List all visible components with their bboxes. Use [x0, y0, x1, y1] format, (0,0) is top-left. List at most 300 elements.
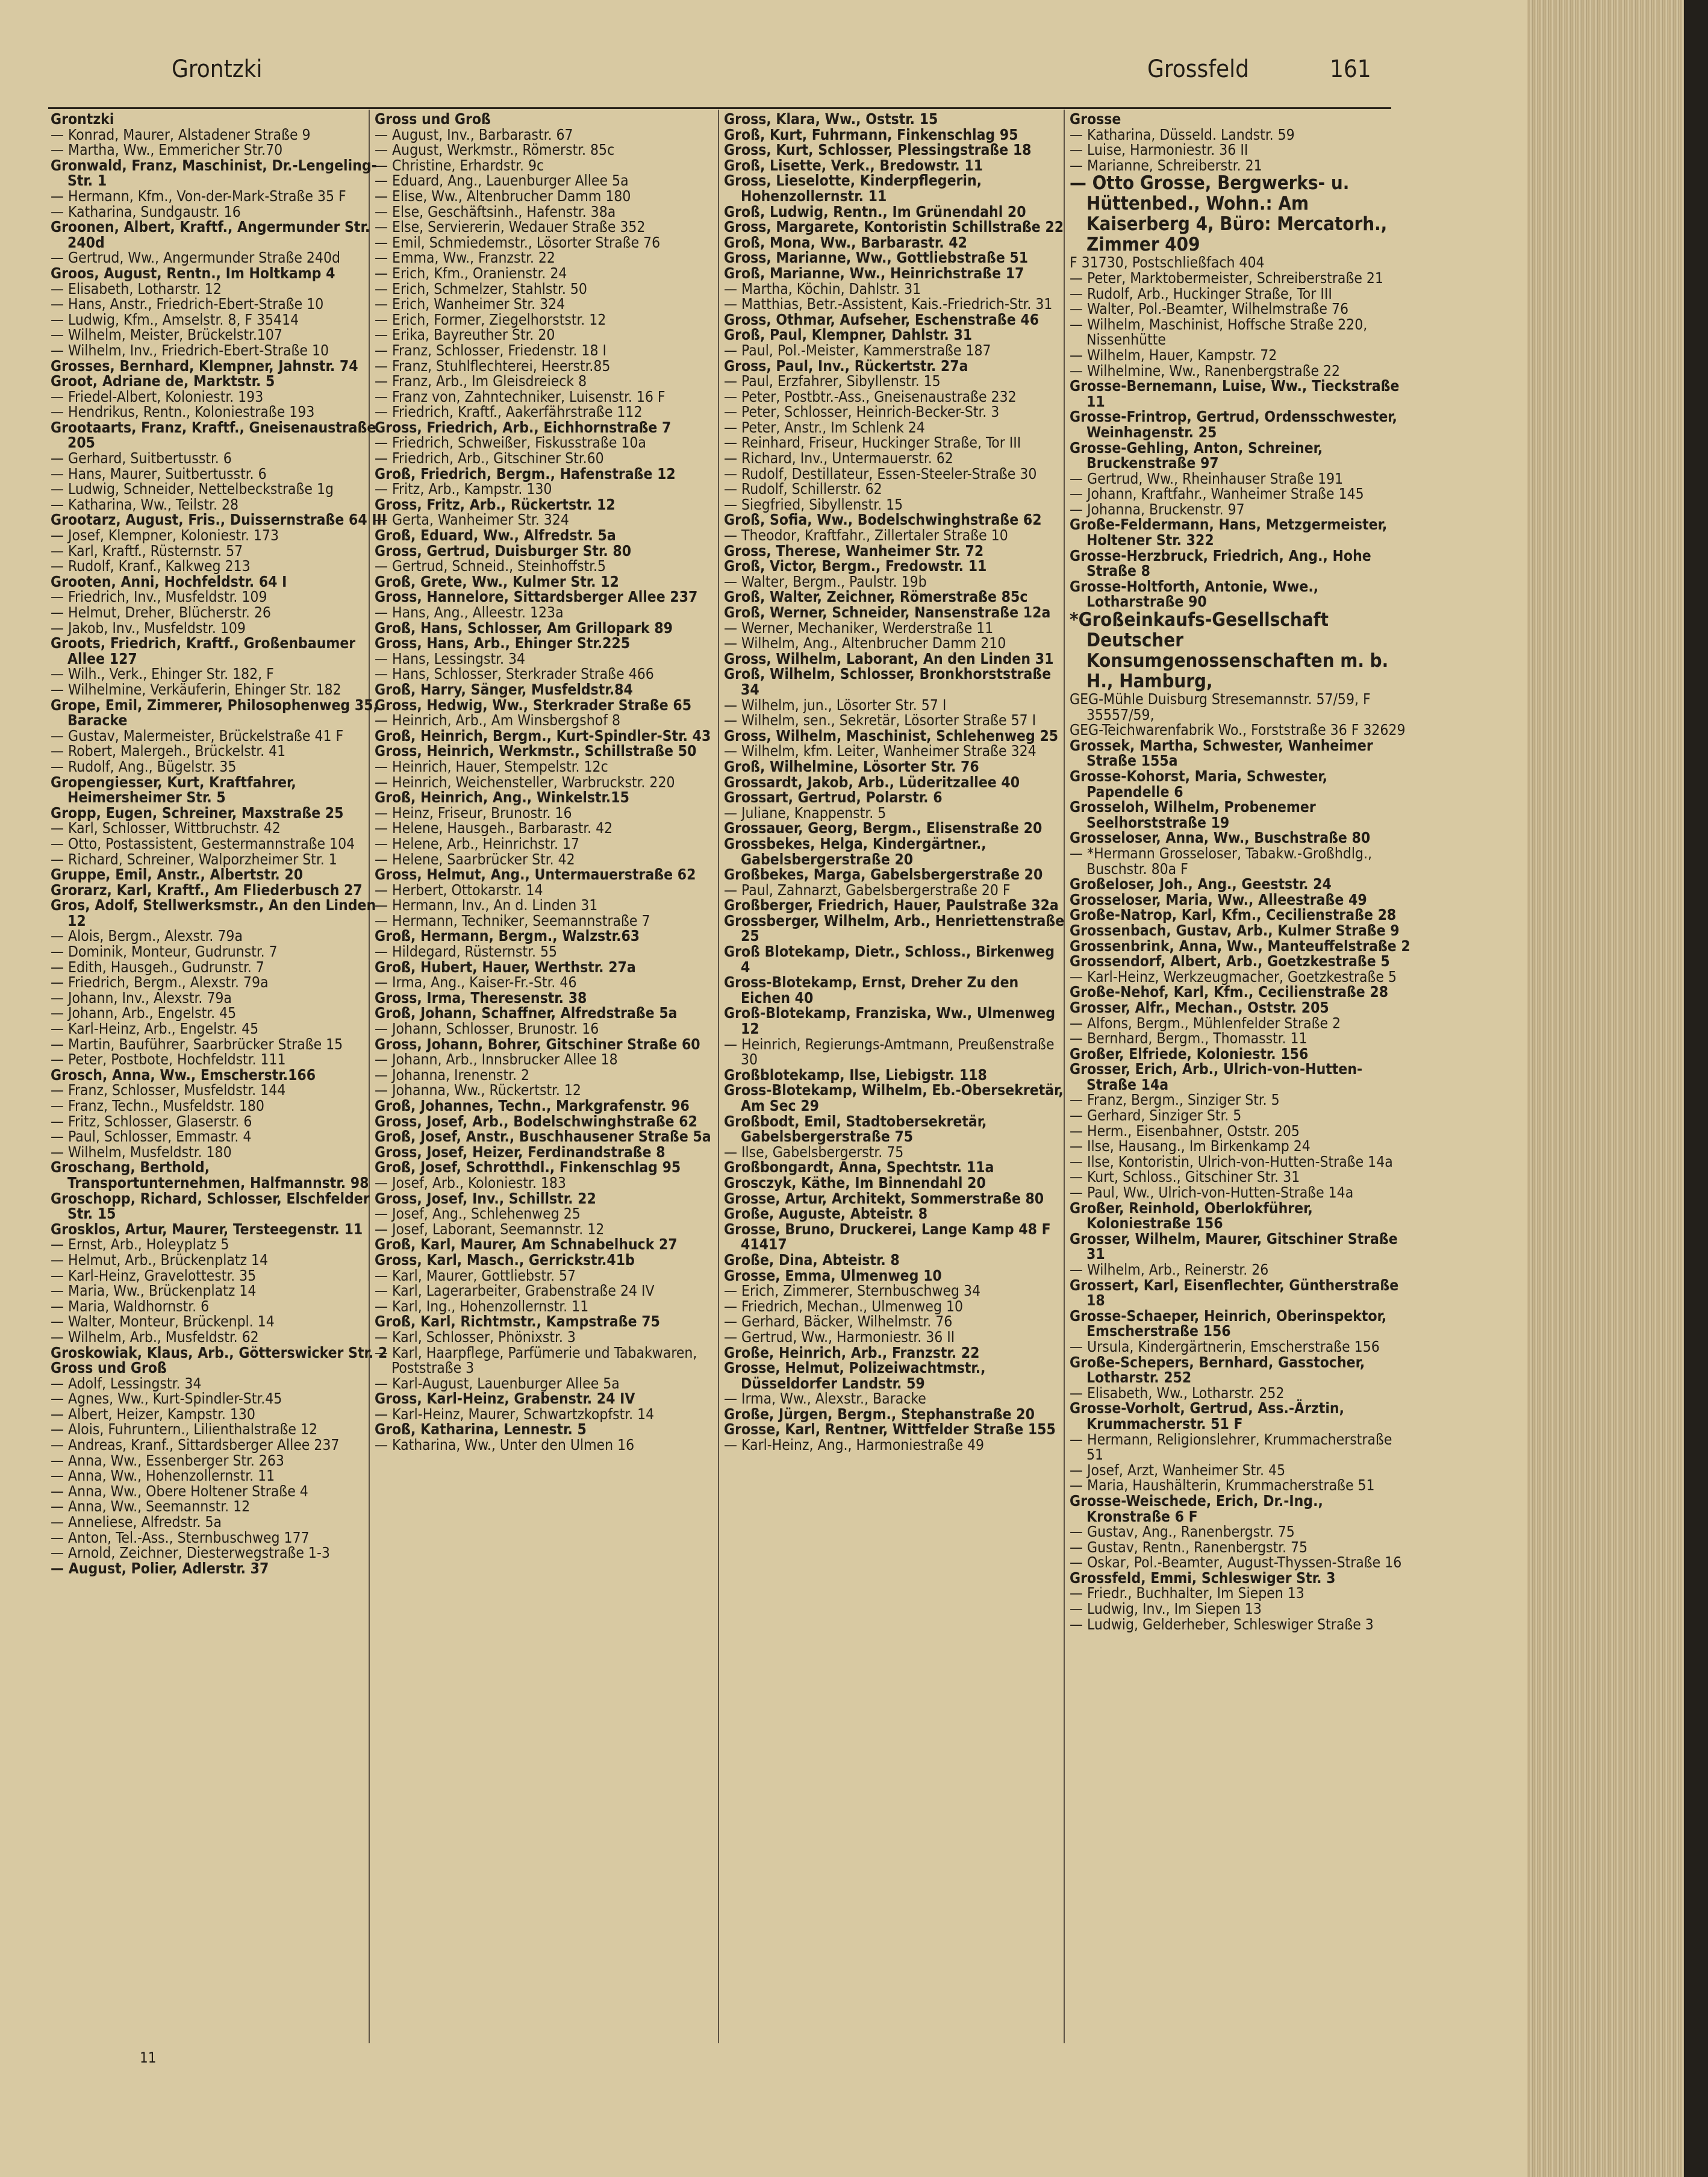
directory-entry: — Elisabeth, Ww., Lotharstr. 252 [1070, 1384, 1285, 1402]
directory-entry: Gross, Marianne, Ww., Gottliebstraße 51 [724, 249, 1029, 267]
book-cover-edge [1684, 0, 1708, 2177]
directory-entry: — Franz, Schlosser, Musfeldstr. 144 [51, 1081, 286, 1099]
directory-entry: Groß, Werner, Schneider, Nansenstraße 12a [724, 604, 1051, 621]
directory-entry: — Johann, Inv., Alexstr. 79a [51, 989, 232, 1007]
directory-entry: — Martha, Ww., Emmericher Str.70 [51, 141, 283, 159]
directory-entry: — Anna, Ww., Obere Holtener Straße 4 [51, 1482, 308, 1500]
directory-entry: — Maria, Haushälterin, Krummacherstraße 51 [1070, 1476, 1375, 1495]
directory-entry: Grosse, Helmut, Polizeiwachtmstr., Düsseldorfer Landstr. 59 [724, 1359, 986, 1392]
directory-entry: — Franz, Techn., Musfeldstr. 180 [51, 1097, 264, 1114]
directory-entry: — Irma, Ang., Kaiser-Fr.-Str. 46 [375, 973, 577, 992]
directory-entry: — Paul, Zahnarzt, Gabelsbergerstraße 20 F [724, 881, 1011, 899]
directory-entry: — Werner, Mechaniker, Werderstraße 11 [724, 619, 994, 637]
directory-entry: — Ludwig, Inv., Im Siepen 13 [1070, 1600, 1262, 1618]
directory-entry: — Gertrud, Ww., Rheinhauser Straße 191 [1070, 469, 1344, 487]
directory-entry: Grosse-Holtforth, Antonie, Wwe., Lotharstraße 90 [1070, 577, 1319, 611]
directory-entry: — Karl-Heinz, Maurer, Schwartzkopfstr. 14 [375, 1405, 655, 1423]
directory-entry: Groß, Heinrich, Ang., Winkelstr.15 [375, 789, 629, 807]
directory-entry: — Gustav, Rentn., Ranenbergstr. 75 [1070, 1538, 1308, 1556]
directory-entry: — Wilhelm, kfm. Leiter, Wanheimer Straße 324 [724, 742, 1036, 760]
directory-entry: — Wilhelm, Hauer, Kampstr. 72 [1070, 346, 1277, 364]
signature-mark: 11 [140, 2049, 157, 2066]
directory-entry: Gross, Lieselotte, Kinderpflegerin, Hohenzollernstr. 11 [724, 172, 982, 205]
directory-entry: Gross, Therese, Wanheimer Str. 72 [724, 542, 984, 560]
directory-entry: Groß, Harry, Sänger, Musfeldstr.84 [375, 680, 633, 698]
directory-entry: — Paul, Ww., Ulrich-von-Hutten-Straße 14a [1070, 1184, 1354, 1202]
directory-entry: — Gerhard, Suitbertusstr. 6 [51, 449, 232, 467]
directory-entry: — Heinz, Friseur, Brunostr. 16 [375, 804, 572, 822]
directory-entry: Groots, Friedrich, Kraftf., Großenbaumer Allee 127 [51, 634, 356, 667]
directory-entry: — Erika, Bayreuther Str. 20 [375, 326, 555, 344]
directory-entry: Grootaarts, Franz, Kraftf., Gneisenaustraße 205 [51, 418, 376, 452]
directory-entry: Grosse-Weischede, Erich, Dr.-Ing., Kronstraße 6 F [1070, 1491, 1323, 1525]
directory-entry: Gross, Wilhelm, Laborant, An den Linden 31 [724, 649, 1054, 667]
directory-entry: — Friedrich, Mechan., Ulmenweg 10 [724, 1297, 964, 1315]
directory-entry: Groß, Wilhelmine, Lösorter Str. 76 [724, 757, 979, 775]
directory-entry: GEG-Mühle Duisburg Stresemannstr. 57/59, F 35557/59, [1070, 690, 1371, 723]
directory-entry: Grosse, Karl, Rentner, Wittfelder Straße 155 [724, 1420, 1056, 1438]
directory-entry: Groß, Katharina, Lennestr. 5 [375, 1420, 587, 1438]
directory-entry: — Hans, Maurer, Suitbertusstr. 6 [51, 464, 267, 483]
directory-entry: Gruppe, Emil, Anstr., Albertstr. 20 [51, 866, 304, 884]
directory-entry: Gross, Josef, Heizer, Ferdinandstraße 8 [375, 1143, 665, 1161]
directory-entry: Groß, Hermann, Bergm., Walzstr.63 [375, 927, 640, 945]
directory-entry: — Ilse, Gabelsbergerstr. 75 [724, 1143, 904, 1161]
directory-entry: Grosser, Alfr., Mechan., Oststr. 205 [1070, 998, 1329, 1016]
directory-entry: Gross, Johann, Bohrer, Gitschiner Straße 60 [375, 1035, 700, 1053]
directory-entry: — Wilhelmine, Verkäuferin, Ehinger Str. 182 [51, 680, 341, 698]
directory-entry: Grosse, Artur, Architekt, Sommerstraße 80 [724, 1189, 1044, 1207]
directory-entry: Grooten, Anni, Hochfeldstr. 64 I [51, 572, 287, 590]
directory-entry: Grossart, Gertrud, Polarstr. 6 [724, 789, 943, 807]
column-4 [1070, 111, 1410, 2051]
directory-entry: Grosseloser, Anna, Ww., Buschstraße 80 [1070, 829, 1371, 847]
directory-entry: *Großeinkaufs-Gesellschaft Deutscher Konsumgenossenschaften m. b. H., Hamburg, [1070, 609, 1389, 693]
directory-entry: Gross und Groß [375, 111, 491, 128]
directory-entry: Grosczyk, Käthe, Im Binnendahl 20 [724, 1173, 986, 1192]
directory-entry: — Walter, Monteur, Brückenpl. 14 [51, 1313, 275, 1331]
directory-entry: Groschang, Berthold, Transportunternehmen, Halfmannstr. 98 [51, 1158, 369, 1192]
directory-entry: Groß, Walter, Zeichner, Römerstraße 85c [724, 588, 1028, 606]
header-rule [48, 107, 1391, 109]
directory-entry: — Christine, Erhardstr. 9c [375, 156, 544, 174]
directory-entry: — Karl, Ing., Hohenzollernstr. 11 [375, 1297, 589, 1315]
directory-entry: — Franz, Schlosser, Friedenstr. 18 I [375, 341, 606, 359]
directory-entry: Grosser, Erich, Arb., Ulrich-von-Hutten-Straße 14a [1070, 1060, 1363, 1093]
column-3 [724, 111, 1065, 2051]
directory-entry: Gross, Fritz, Arb., Rückertstr. 12 [375, 495, 616, 513]
directory-entry: — Fritz, Schlosser, Glaserstr. 6 [51, 1112, 252, 1130]
directory-entry: — Kurt, Schloss., Gitschiner Str. 31 [1070, 1168, 1300, 1186]
directory-entry: — Emma, Ww., Franzstr. 22 [375, 249, 555, 267]
directory-entry: — Maria, Ww., Brückenplatz 14 [51, 1282, 257, 1300]
directory-entry: Grossbekes, Helga, Kindergärtner., Gabelsbergerstraße 20 [724, 834, 986, 868]
directory-entry: GEG-Teichwarenfabrik Wo., Forststraße 36 F 32629 [1070, 721, 1406, 739]
directory-entry: — Adolf, Lessingstr. 34 [51, 1374, 202, 1392]
directory-entry: Grossauer, Georg, Bergm., Elisenstraße 20 [724, 819, 1043, 837]
directory-entry: — Katharina, Ww., Teilstr. 28 [51, 495, 238, 513]
directory-entry: Groß, Hans, Schlosser, Am Grillopark 89 [375, 619, 673, 637]
directory-entry: — Peter, Schlosser, Heinrich-Becker-Str. 3 [724, 403, 1000, 421]
directory-entry: Großblotekamp, Ilse, Liebigstr. 118 [724, 1066, 987, 1084]
running-head-left: Grontzki [172, 55, 263, 83]
directory-entry: Großbodt, Emil, Stadtobersekretär, Gabelsbergerstraße 75 [724, 1112, 987, 1146]
directory-entry: — Ludwig, Kfm., Amselstr. 8, F 35414 [51, 310, 299, 328]
directory-entry: — Josef, Ang., Schlehenweg 25 [375, 1205, 581, 1223]
directory-entry: — Wilhelmine, Ww., Ranenbergstraße 22 [1070, 361, 1341, 379]
directory-entry: Großberger, Friedrich, Hauer, Paulstraße 32a [724, 896, 1059, 914]
directory-entry: Großer, Reinhold, Oberlokführer, Koloniestraße 156 [1070, 1199, 1313, 1232]
directory-entry: Gross, Wilhelm, Maschinist, Schlehenweg 25 [724, 726, 1059, 745]
directory-entry: — Hermann, Kfm., Von-der-Mark-Straße 35 F [51, 187, 346, 205]
directory-entry: — Edith, Hausgeh., Gudrunstr. 7 [51, 958, 264, 976]
directory-entry: Gross, Hannelore, Sittardsberger Allee 237 [375, 588, 698, 606]
directory-entry: — Gerhard, Sinziger Str. 5 [1070, 1107, 1242, 1125]
directory-entry: — Alfons, Bergm., Mühlenfelder Straße 2 [1070, 1014, 1341, 1032]
directory-entry: Groß Blotekamp, Dietr., Schloss., Birkenweg 4 [724, 943, 1055, 976]
directory-entry: — Albert, Heizer, Kampstr. 130 [51, 1405, 255, 1423]
directory-entry: Groß, Victor, Bergm., Fredowstr. 11 [724, 557, 987, 575]
directory-entry: Grosseloser, Maria, Ww., Alleestraße 49 [1070, 890, 1367, 908]
directory-entry: — Ilse, Kontoristin, Ulrich-von-Hutten-Straße 14a [1070, 1152, 1393, 1170]
directory-entry: — Walter, Pol.-Beamter, Wilhelmstraße 76 [1070, 300, 1349, 318]
directory-entry: — Franz, Bergm., Sinziger Str. 5 [1070, 1091, 1280, 1109]
directory-entry: Grosse [1070, 111, 1121, 128]
directory-entry: — Maria, Waldhornstr. 6 [51, 1297, 210, 1315]
directory-entry: Gross, Helmut, Ang., Untermauerstraße 62 [375, 866, 696, 884]
directory-entry: — Alois, Fuhruntern., Lilienthalstraße 12 [51, 1420, 318, 1438]
directory-entry: — Gerhard, Bäcker, Wilhelmstr. 76 [724, 1313, 953, 1331]
directory-entry: Grosse-Gehling, Anton, Schreiner, Bruckenstraße 97 [1070, 439, 1323, 472]
directory-entry: Groß, Eduard, Ww., Alfredstr. 5a [375, 526, 616, 545]
directory-entry: — Friedr., Buchhalter, Im Siepen 13 [1070, 1584, 1304, 1602]
directory-entry: Groskowiak, Klaus, Arb., Götterswicker Str. 2 [51, 1343, 388, 1361]
directory-entry: Grootarz, August, Fris., Duissernstraße 64 III [51, 511, 387, 529]
directory-entry: Grope, Emil, Zimmerer, Philosophenweg 35, Baracke [51, 696, 378, 729]
directory-entry: — Heinrich, Regierungs-Amtmann, Preußenstraße 30 [724, 1035, 1055, 1069]
running-head-right: Grossfeld [1147, 55, 1249, 83]
directory-entry: Groß-Blotekamp, Franziska, Ww., Ulmenweg 12 [724, 1004, 1056, 1038]
directory-entry: — Ludwig, Gelderheber, Schleswiger Straße 3 [1070, 1615, 1374, 1633]
directory-entry: — Friedrich, Bergm., Alexstr. 79a [51, 973, 269, 992]
directory-entry: — Martin, Bauführer, Saarbrücker Straße 15 [51, 1035, 343, 1053]
directory-entry: Groß, Mona, Ww., Barbarastr. 42 [724, 233, 967, 251]
directory-entry: Groß, Johannes, Techn., Markgrafenstr. 96 [375, 1097, 690, 1114]
directory-entry: — Else, Geschäftsinh., Hafenstr. 38a [375, 202, 616, 220]
directory-entry: — Wilhelm, Arb., Reinerstr. 26 [1070, 1261, 1269, 1278]
directory-entry: — Oskar, Pol.-Beamter, August-Thyssen-Straße 16 [1070, 1554, 1402, 1572]
directory-entry: — Walter, Bergm., Paulstr. 19b [724, 572, 927, 590]
directory-entry: — Franz, Arb., Im Gleisdreieck 8 [375, 372, 587, 390]
directory-entry: Grorarz, Karl, Kraftf., Am Fliederbusch 27 [51, 881, 363, 899]
directory-entry: — Helene, Hausgeh., Barbarastr. 42 [375, 819, 613, 837]
directory-entry: Groonen, Albert, Kraftf., Angermunder Str. 240d [51, 218, 370, 251]
directory-entry: — Hermann, Inv., An d. Linden 31 [375, 896, 598, 914]
directory-entry: — Erich, Former, Ziegelhorststr. 12 [375, 310, 606, 328]
directory-entry: — Katharina, Sundgaustr. 16 [51, 202, 241, 220]
directory-entry: — Anna, Ww., Seemannstr. 12 [51, 1498, 251, 1516]
directory-entry: — Anneliese, Alfredstr. 5a [51, 1513, 222, 1531]
directory-entry: Gropp, Eugen, Schreiner, Maxstraße 25 [51, 804, 344, 822]
directory-entry: Grossenbach, Gustav, Arb., Kulmer Straße 9 [1070, 921, 1400, 939]
directory-entry: — Friedrich, Schweißer, Fiskusstraße 10a [375, 434, 646, 452]
directory-entry: — Ursula, Kindergärtnerin, Emscherstraße 156 [1070, 1337, 1380, 1355]
directory-entry: — Heinrich, Arb., Am Winsbergshof 8 [375, 711, 620, 729]
directory-entry: — Helene, Saarbrücker Str. 42 [375, 850, 575, 868]
directory-entry: Grosch, Anna, Ww., Emscherstr.166 [51, 1066, 316, 1084]
directory-entry: Grossenbrink, Anna, Ww., Manteuffelstraße 2 [1070, 937, 1410, 955]
directory-entry: Groß, Josef, Anstr., Buschhausener Straße 5a [375, 1128, 711, 1146]
directory-entry: — Helmut, Arb., Brückenplatz 14 [51, 1251, 269, 1269]
directory-entry: — Irma, Ww., Alexstr., Baracke [724, 1390, 926, 1408]
directory-entry: — Gertrud, Ww., Harmoniestr. 36 II [724, 1328, 955, 1346]
directory-entry: — Rudolf, Arb., Huckinger Straße, Tor III [1070, 284, 1332, 302]
directory-entry: — Herbert, Ottokarstr. 14 [375, 881, 543, 899]
directory-entry: — Wilhelm, Musfeldstr. 180 [51, 1143, 232, 1161]
column-2 [375, 111, 715, 2051]
directory-entry: — Karl, Schlosser, Wittbruchstr. 42 [51, 819, 281, 837]
directory-entry: — Martha, Köchin, Dahlstr. 31 [724, 280, 921, 298]
directory-entry: — Rudolf, Ang., Bügelstr. 35 [51, 757, 237, 775]
directory-entry: — Else, Serviererin, Wedauer Straße 352 [375, 218, 646, 236]
directory-entry: — Erich, Schmelzer, Stahlstr. 50 [375, 280, 587, 298]
directory-entry: — Jakob, Inv., Musfeldstr. 109 [51, 619, 246, 637]
directory-entry: — Wilhelm, Maschinist, Hoffsche Straße 220, Nissenhütte [1070, 315, 1368, 349]
directory-entry: — Katharina, Ww., Unter den Ulmen 16 [375, 1436, 635, 1454]
directory-entry: — Johanna, Irenenstr. 2 [375, 1066, 529, 1084]
directory-entry: Gross, Karl, Masch., Gerrickstr.41b [375, 1251, 635, 1269]
directory-entry: Große, Heinrich, Arb., Franzstr. 22 [724, 1343, 980, 1361]
directory-entry: — Hendrikus, Rentn., Koloniestraße 193 [51, 403, 315, 421]
directory-entry: Gross, Klara, Ww., Oststr. 15 [724, 111, 938, 128]
directory-entry: — Matthias, Betr.-Assistent, Kais.-Friedrich-Str. 31 [724, 295, 1053, 313]
directory-entry: Gross-Blotekamp, Wilhelm, Eb.-Obersekretär, Am Sec 29 [724, 1081, 1064, 1114]
column-divider [718, 110, 719, 2043]
directory-entry: — Siegfried, Sibyllenstr. 15 [724, 495, 903, 513]
directory-entry: — Richard, Inv., Untermauerstr. 62 [724, 449, 953, 467]
directory-entry: Große, Jürgen, Bergm., Stephanstraße 20 [724, 1405, 1035, 1423]
directory-entry: Grossberger, Wilhelm, Arb., Henriettenstraße 25 [724, 911, 1065, 945]
directory-entry: — Josef, Arb., Koloniestr. 183 [375, 1173, 566, 1192]
directory-entry: — Hans, Lessingstr. 34 [375, 649, 526, 667]
directory-entry: — Hans, Schlosser, Sterkrader Straße 466 [375, 665, 654, 683]
directory-entry: Groß, Kurt, Fuhrmann, Finkenschlag 95 [724, 125, 1018, 143]
directory-entry: Groß, Wilhelm, Schlosser, Bronkhorststraße 34 [724, 665, 1052, 698]
directory-entry: — Karl-August, Lauenburger Allee 5a [375, 1374, 620, 1392]
directory-entry: — Ludwig, Schneider, Nettelbeckstraße 1g [51, 480, 334, 498]
directory-entry: — Agnes, Ww., Kurt-Spindler-Str.45 [51, 1390, 282, 1408]
directory-entry: Grosse-Schaeper, Heinrich, Oberinspektor, Emscherstraße 156 [1070, 1307, 1387, 1340]
directory-entry: — Ilse, Hausang., Im Birkenkamp 24 [1070, 1137, 1311, 1155]
directory-entry: — Franz, Stuhlflechterei, Heerstr.85 [375, 357, 611, 375]
directory-entry: Gross, Friedrich, Arb., Eichhornstraße 7 [375, 418, 672, 436]
directory-entry: Großer, Elfriede, Koloniestr. 156 [1070, 1045, 1309, 1063]
directory-entry: — Paul, Pol.-Meister, Kammerstraße 187 [724, 341, 991, 359]
directory-entry: — Paul, Erzfahrer, Sibyllenstr. 15 [724, 372, 941, 390]
directory-entry: — Katharina, Düsseld. Landstr. 59 [1070, 125, 1295, 143]
directory-entry: — Wilhelm, Meister, Brückelstr.107 [51, 326, 282, 344]
directory-entry: — Gerta, Wanheimer Str. 324 [375, 511, 569, 529]
directory-entry: Gronwald, Franz, Maschinist, Dr.-Lengeling-Str. 1 [51, 156, 377, 190]
directory-entry: Gross, Irma, Theresenstr. 38 [375, 989, 587, 1007]
directory-entry: Gross, Heinrich, Werkmstr., Schillstraße 50 [375, 742, 697, 760]
directory-entry: — Anton, Tel.-Ass., Sternbuschweg 177 [51, 1528, 310, 1546]
directory-entry: Große-Schepers, Bernhard, Gasstocher, Lotharstr. 252 [1070, 1353, 1365, 1387]
directory-entry: — Karl-Heinz, Arb., Engelstr. 45 [51, 1020, 259, 1038]
directory-entry: — Peter, Postbote, Hochfeldstr. 111 [51, 1051, 286, 1069]
book-page-edges [1527, 0, 1708, 2177]
directory-entry: — Helmut, Dreher, Blücherstr. 26 [51, 604, 271, 621]
directory-entry: — Johann, Arb., Innsbrucker Allee 18 [375, 1051, 618, 1069]
directory-entry: Großbekes, Marga, Gabelsbergerstraße 20 [724, 866, 1043, 884]
directory-entry: Grossardt, Jakob, Arb., Lüderitzallee 40 [724, 773, 1020, 791]
directory-entry: — *Hermann Grosseloser, Tabakw.-Großhdlg., Buschstr. 80a F [1070, 844, 1372, 878]
directory-entry: — August, Werkmstr., Römerstr. 85c [375, 141, 615, 159]
directory-entry: — Ernst, Arb., Holeyplatz 5 [51, 1235, 229, 1254]
directory-entry: — Friedrich, Arb., Gitschiner Str.60 [375, 449, 604, 467]
directory-entry: — Karl-Heinz, Ang., Harmoniestraße 49 [724, 1436, 985, 1454]
directory-entry: — Friedrich, Inv., Musfeldstr. 109 [51, 588, 267, 606]
directory-entry: — Herm., Eisenbahner, Oststr. 205 [1070, 1122, 1300, 1140]
directory-entry: Großbongardt, Anna, Spechtstr. 11a [724, 1158, 994, 1176]
directory-entry: — Rudolf, Schillerstr. 62 [724, 480, 882, 498]
directory-entry: — Theodor, Kraftfahr., Zillertaler Straße 10 [724, 526, 1008, 545]
directory-entry: — Hans, Ang., Alleestr. 123a [375, 604, 564, 621]
directory-entry: Gross-Blotekamp, Ernst, Dreher Zu den Eichen 40 [724, 973, 1019, 1007]
directory-entry: — Anna, Ww., Hohenzollernstr. 11 [51, 1467, 275, 1485]
directory-entry: — Paul, Schlosser, Emmastr. 4 [51, 1128, 252, 1146]
directory-entry: — Konrad, Maurer, Alstadener Straße 9 [51, 125, 311, 143]
directory-entry: Große, Auguste, Abteistr. 8 [724, 1205, 928, 1223]
directory-entry: Grossert, Karl, Eisenflechter, Güntherstraße 18 [1070, 1276, 1399, 1310]
directory-entry: — Anna, Ww., Essenberger Str. 263 [51, 1451, 284, 1469]
directory-entry: — Richard, Schreiner, Walporzheimer Str. 1 [51, 850, 337, 868]
directory-entry: Gross, Othmar, Aufseher, Eschenstraße 46 [724, 310, 1039, 328]
directory-entry: — Luise, Harmoniestr. 36 II [1070, 141, 1248, 159]
directory-entry: — Karl-Heinz, Gravelottestr. 35 [51, 1266, 257, 1284]
directory-entry: — Elise, Ww., Altenbrucher Damm 180 [375, 187, 631, 205]
directory-entry: Gross, Hedwig, Ww., Sterkrader Straße 65 [375, 696, 692, 714]
directory-entry: Gross, Paul, Inv., Rückertstr. 27a [724, 357, 968, 375]
directory-entry: — Rudolf, Kranf., Kalkweg 213 [51, 557, 251, 575]
directory-entry: — Wilh., Verk., Ehinger Str. 182, F [51, 665, 274, 683]
directory-entry: Gross, Josef, Arb., Bodelschwinghstraße 62 [375, 1112, 697, 1130]
directory-entry: — Wilhelm, Ang., Altenbrucher Damm 210 [724, 634, 1006, 652]
directory-entry: — Gertrud, Schneid., Steinhoffstr.5 [375, 557, 606, 575]
directory-entry: Grossendorf, Albert, Arb., Goetzkestraße 5 [1070, 952, 1390, 970]
directory-entry: Groß, Lisette, Verk., Bredowstr. 11 [724, 156, 983, 174]
directory-entry: Gross, Gertrud, Duisburger Str. 80 [375, 542, 632, 560]
directory-entry: Grosses, Bernhard, Klempner, Jahnstr. 74 [51, 357, 358, 375]
directory-entry: — Josef, Laborant, Seemannstr. 12 [375, 1220, 605, 1238]
directory-entry: — Eduard, Ang., Lauenburger Allee 5a [375, 172, 629, 190]
directory-entry: Groß, Josef, Schrotthdl., Finkenschlag 95 [375, 1158, 681, 1176]
directory-entry: — Erich, Zimmerer, Sternbuschweg 34 [724, 1282, 981, 1300]
directory-entry: — Juliane, Knappenstr. 5 [724, 804, 887, 822]
directory-entry: — Peter, Postbtr.-Ass., Gneisenaustraße 232 [724, 387, 1017, 405]
directory-entry: Groß, Hubert, Hauer, Werthstr. 27a [375, 958, 636, 976]
directory-entry: Groß, Paul, Klempner, Dahlstr. 31 [724, 326, 973, 344]
directory-entry: — Dominik, Monteur, Gudrunstr. 7 [51, 943, 278, 961]
column-1 [51, 111, 391, 2051]
page-number: 161 [1330, 55, 1371, 83]
directory-entry: — Peter, Marktobermeister, Schreiberstraße 21 [1070, 269, 1383, 287]
directory-entry: — Karl, Haarpflege, Parfümerie und Tabakwaren, Poststraße 3 [375, 1343, 697, 1377]
directory-entry: — Johann, Kraftfahr., Wanheimer Straße 145 [1070, 485, 1364, 503]
directory-entry: Gross, Karl-Heinz, Grabenstr. 24 IV [375, 1390, 635, 1408]
directory-entry: Große-Feldermann, Hans, Metzgermeister, Holtener Str. 322 [1070, 516, 1388, 549]
directory-entry: — Bernhard, Bergm., Thomasstr. 11 [1070, 1029, 1307, 1048]
directory-entry: Grosse-Frintrop, Gertrud, Ordensschwester, Weinhagenstr. 25 [1070, 408, 1397, 441]
directory-entry: — Hildegard, Rüsternstr. 55 [375, 943, 557, 961]
directory-entry: — Johanna, Bruckenstr. 97 [1070, 500, 1245, 518]
directory-entry: Großeloser, Joh., Ang., Geeststr. 24 [1070, 875, 1332, 893]
directory-entry: — Friedrich, Kraftf., Aakerfährstraße 112 [375, 403, 643, 421]
directory-entry: — Peter, Anstr., Im Schlenk 24 [724, 418, 925, 436]
directory-entry: Gross, Josef, Inv., Schillstr. 22 [375, 1189, 596, 1207]
directory-entry: — Erich, Wanheimer Str. 324 [375, 295, 566, 313]
directory-entry: — Wilhelm, Arb., Musfeldstr. 62 [51, 1328, 259, 1346]
directory-entry: — Karl-Heinz, Werkzeugmacher, Goetzkestraße 5 [1070, 967, 1397, 985]
directory-entry: — Hermann, Religionslehrer, Krummacherstraße 51 [1070, 1430, 1392, 1464]
directory-entry: Große-Natrop, Karl, Kfm., Cecilienstraße 28 [1070, 906, 1397, 924]
directory-entry: — Andreas, Kranf., Sittardsberger Allee 237 [51, 1436, 340, 1454]
directory-entry: — Rudolf, Destillateur, Essen-Steeler-Straße 30 [724, 464, 1037, 483]
directory-entry: Groß, Friedrich, Bergm., Hafenstraße 12 [375, 464, 676, 483]
directory-entry: — Hermann, Techniker, Seemannstraße 7 [375, 911, 650, 929]
directory-entry: — Josef, Klempner, Koloniestr. 173 [51, 526, 279, 545]
directory-entry: Groschopp, Richard, Schlosser, Elschfelder Str. 15 [51, 1189, 370, 1223]
directory-entry: — August, Inv., Barbarastr. 67 [375, 125, 573, 143]
directory-entry: Große-Nehof, Karl, Kfm., Cecilienstraße 28 [1070, 983, 1389, 1001]
directory-entry: — Fritz, Arb., Kampstr. 130 [375, 480, 552, 498]
directory-entry: Groß, Ludwig, Rentn., Im Grünendahl 20 [724, 202, 1026, 220]
directory-entry: Grosse-Vorholt, Gertrud, Ass.-Ärztin, Krummacherstr. 51 F [1070, 1399, 1344, 1432]
directory-entry: — Arnold, Zeichner, Diesterwegstraße 1-3 [51, 1544, 330, 1562]
directory-entry: Gross und Groß [51, 1359, 167, 1377]
directory-entry: Grossfeld, Emmi, Schleswiger Str. 3 [1070, 1569, 1336, 1587]
directory-entry: Groß, Karl, Richtmstr., Kampstraße 75 [375, 1313, 660, 1331]
directory-entry: — Alois, Bergm., Alexstr. 79a [51, 927, 243, 945]
directory-entry: Grossek, Martha, Schwester, Wanheimer Straße 155a [1070, 736, 1373, 770]
directory-entry: — Karl, Schlosser, Phönixstr. 3 [375, 1328, 576, 1346]
directory-entry: Grosser, Wilhelm, Maurer, Gitschiner Straße 31 [1070, 1229, 1398, 1263]
directory-entry: — Heinrich, Hauer, Stempelstr. 12c [375, 757, 608, 775]
directory-entry: Gross, Margarete, Kontoristin Schillstraße 22 [724, 218, 1064, 236]
directory-entry: — Reinhard, Friseur, Huckinger Straße, Tor III [724, 434, 1021, 452]
directory-entry: — Karl, Kraftf., Rüsternstr. 57 [51, 542, 243, 560]
directory-entry: — Helene, Arb., Heinrichstr. 17 [375, 834, 580, 852]
directory-entry: Groß, Sofia, Ww., Bodelschwinghstraße 62 [724, 511, 1042, 529]
directory-entry: Gross, Kurt, Schlosser, Plessingstraße 18 [724, 141, 1032, 159]
directory-entry: — Elisabeth, Lotharstr. 12 [51, 280, 222, 298]
directory-entry: Grontzki [51, 111, 114, 128]
directory-entry: — Robert, Malergeh., Brückelstr. 41 [51, 742, 286, 760]
directory-entry: — Otto, Postassistent, Gestermannstraße 104 [51, 834, 355, 852]
directory-entry: — Marianne, Schreiberstr. 21 [1070, 156, 1262, 174]
directory-entry: — Johann, Schlosser, Brunostr. 16 [375, 1020, 599, 1038]
directory-entry: — Heinrich, Weichensteller, Warbruckstr. 220 [375, 773, 675, 791]
directory-entry: Grosse-Herzbruck, Friedrich, Ang., Hohe Straße 8 [1070, 546, 1371, 580]
directory-entry: Groos, August, Rentn., Im Holtkamp 4 [51, 264, 335, 282]
directory-entry: — Josef, Arzt, Wanheimer Str. 45 [1070, 1461, 1286, 1479]
directory-entry: — Johanna, Ww., Rückertstr. 12 [375, 1081, 581, 1099]
directory-entry: — Hans, Anstr., Friedrich-Ebert-Straße 10 [51, 295, 324, 313]
directory-entry: — Otto Grosse, Bergwerks- u. Hüttenbed., Wohn.: Am Kaiserberg 4, Büro: Mercatorh., Zimmer 409 [1070, 172, 1388, 256]
directory-entry: Grosse-Bernemann, Luise, Ww., Tieckstraße 11 [1070, 377, 1400, 410]
directory-entry: Gros, Adolf, Stellwerksmstr., An den Linden 12 [51, 896, 376, 929]
directory-entry: — Wilhelm, sen., Sekretär, Lösorter Straße 57 I [724, 711, 1036, 729]
